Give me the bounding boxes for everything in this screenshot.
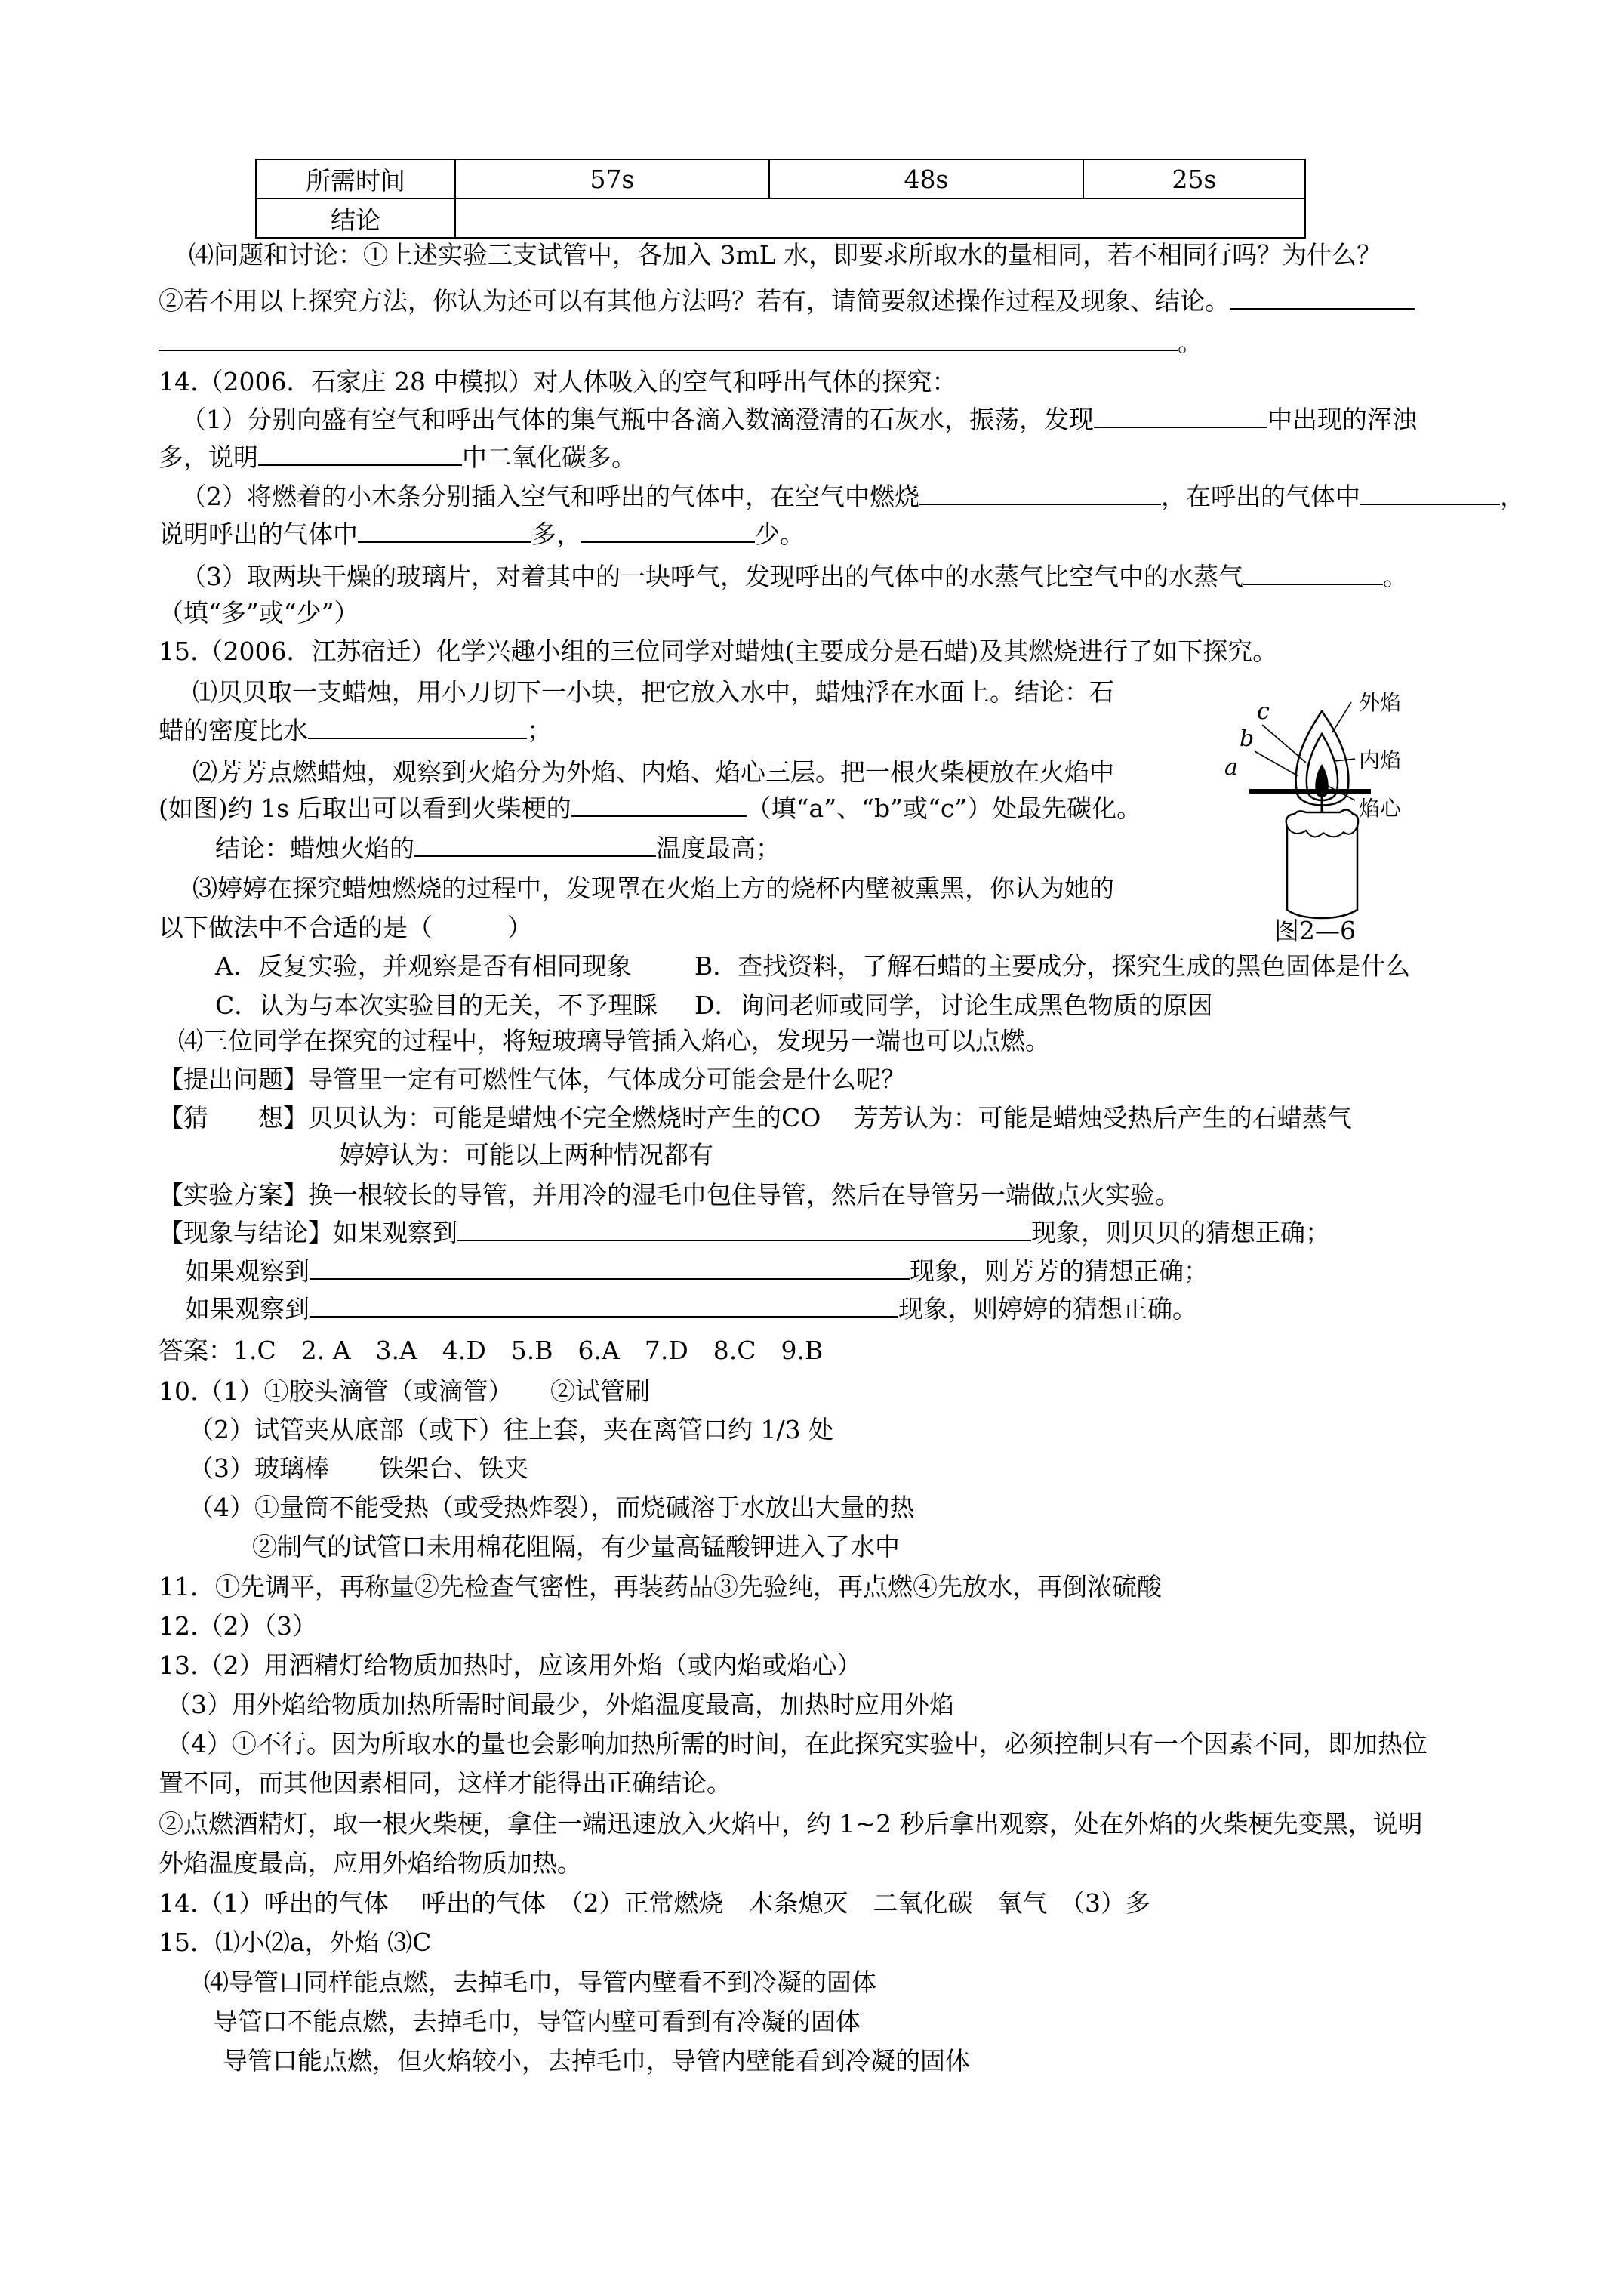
answer-blank[interactable]	[1243, 561, 1383, 585]
q14-text: 说明呼出的气体中	[159, 519, 358, 549]
q14-part3-line	[181, 560, 1408, 593]
q15-text: 现象，则贝贝的猜想正确；	[1031, 1218, 1330, 1247]
table-cell: 25s	[1083, 159, 1305, 199]
answers-line: 11．①先调平，再称量②先检查气密性，再装药品③先验纯，再点燃④先放水，再倒浓硫酸	[159, 1572, 1162, 1601]
table-row	[256, 159, 1305, 199]
answer-blank[interactable]	[310, 1256, 910, 1280]
q15-text: (如图)约 1s 后取出可以看到火柴梗的	[159, 794, 571, 823]
q15-s2-line	[159, 792, 1141, 825]
answers-line: 导管口能点燃，但火焰较小，去掉毛巾，导管内壁能看到冷凝的固体	[223, 2046, 970, 2076]
label-line-outer	[1332, 702, 1351, 732]
answers-line: 12.（2）（3）	[159, 1611, 317, 1641]
q15-s2-conclusion	[215, 832, 781, 865]
figure-label-outer: 外焰	[1359, 690, 1402, 715]
answers-line: （3）玻璃棒 铁架台、铁夹	[189, 1453, 528, 1483]
label-line-b	[1255, 751, 1298, 776]
q15-text: 如果观察到	[185, 1294, 310, 1324]
q15-s3-line: 以下做法中不合适的是（ ）	[159, 913, 532, 942]
candle-body	[1286, 809, 1358, 918]
q15-text: 【现象与结论】如果观察到	[159, 1218, 457, 1247]
answer-blank[interactable]	[358, 519, 531, 543]
answers-line: ⑷导管口同样能点燃，去掉毛巾，导管内壁看不到冷凝的固体	[204, 1968, 876, 1997]
table-row	[256, 199, 1305, 238]
answers-line: 15．⑴小⑵a，外焰 ⑶C	[159, 1928, 432, 1957]
q13-discussion-line: ⑷问题和讨论：①上述实验三支试管中，各加入 3mL 水，即要求所取水的量相同，若不相同行吗？为什么？	[189, 240, 1382, 270]
q15-text: 温度最高；	[656, 834, 781, 863]
answers-line: ②点燃酒精灯，取一根火柴梗，拿住一端迅速放入火焰中，约 1~2 秒后拿出观察，处在外焰的火柴梗先变黑，说明	[159, 1809, 1423, 1838]
figure-label-a: a	[1224, 754, 1238, 781]
q13-question-text: ②若不用以上探究方法，你认为还可以有其他方法吗？若有，请简要叙述操作过程及现象、结论。	[159, 286, 1230, 316]
q15-guess-line: 【猜 想】贝贝认为：可能是蜡烛不完全燃烧时产生的CO 芳芳认为：可能是蜡烛受热后产生的石蜡蒸气	[159, 1103, 1352, 1133]
q14-text: 多，说明	[159, 442, 258, 472]
answers-line: 置不同，而其他因素相同，这样才能得出正确结论。	[159, 1768, 731, 1798]
q15-s2-line: ⑵芳芳点燃蜡烛，观察到火焰分为外焰、内焰、焰心三层。把一根火柴梗放在火焰中	[192, 757, 1114, 787]
q14-part1-line	[181, 403, 1417, 436]
q14-text: ，在呼出的气体中	[1161, 482, 1360, 511]
answer-blank[interactable]	[457, 1217, 1031, 1241]
table-cell: 57s	[455, 159, 769, 199]
answer-blank[interactable]	[1360, 481, 1500, 505]
table-row-header: 所需时间	[256, 159, 455, 199]
answers-line: ②制气的试管口未用棉花阻隔，有少量高锰酸钾进入了水中	[252, 1532, 900, 1561]
answers-line: 10.（1）①胶头滴管（或滴管） ②试管刷	[159, 1376, 650, 1406]
answers-line: （3）用外焰给物质加热所需时间最少，外焰温度最高，加热时应用外焰	[166, 1690, 954, 1719]
q14-text: （1）分别向盛有空气和呼出气体的集气瓶中各滴入数滴澄清的石灰水，振荡，发现	[181, 405, 1094, 434]
q14-text: 少。	[755, 519, 805, 549]
q15-option-c: C．认为与本次实验目的无关，不予理睬	[215, 991, 658, 1020]
q15-text: 蜡的密度比水	[159, 716, 308, 745]
timing-table	[255, 159, 1306, 239]
answers-line: （4）①不行。因为所取水的量也会影响加热所需的时间，在此探究实验中，必须控制只有一个因素不同，即加热位	[166, 1729, 1427, 1758]
answer-blank[interactable]	[581, 519, 755, 543]
q14-text: ，	[1500, 482, 1525, 511]
q15-text: 如果观察到	[185, 1256, 310, 1286]
q13-answer-line	[159, 326, 1203, 359]
q15-text: 结论：蜡烛火焰的	[215, 834, 414, 863]
q15-s4-line: ⑷三位同学在探究的过程中，将短玻璃导管插入焰心，发现另一端也可以点燃。	[178, 1026, 1050, 1056]
figure-label-c: c	[1257, 698, 1270, 725]
q15-s3-line: ⑶婷婷在探究蜡烛燃烧的过程中，发现罩在火焰上方的烧杯内壁被熏黑，你认为她的	[192, 874, 1114, 903]
q15-option-b: B．查找资料，了解石蜡的主要成分，探究生成的黑色固体是什么	[694, 951, 1411, 981]
q14-part2-line	[159, 518, 805, 551]
q14-title: 14.（2006．石家庄 28 中模拟）对人体吸入的空气和呼出气体的探究：	[159, 367, 957, 396]
figure-label-b: b	[1240, 726, 1255, 752]
answer-blank[interactable]	[258, 442, 462, 466]
answer-blank[interactable]	[1230, 285, 1415, 310]
table-cell	[455, 199, 1305, 238]
q14-part1-line	[159, 441, 636, 474]
q14-part3-note: （填“多”或“少”）	[159, 598, 359, 627]
answer-blank[interactable]	[308, 715, 527, 739]
answer-blank[interactable]	[1094, 404, 1267, 428]
q13-period: 。	[1178, 328, 1203, 357]
answers-line: （4）①量筒不能受热（或受热炸裂），而烧碱溶于水放出大量的热	[189, 1493, 915, 1522]
q14-text: 多，	[531, 519, 581, 549]
figure-label-inner: 内焰	[1359, 747, 1402, 772]
figure-caption: 图2—6	[1274, 916, 1356, 945]
answers-line: 答案：1.C 2. A 3.A 4.D 5.B 6.A 7.D 8.C 9.B	[159, 1336, 824, 1365]
answers-line: 导管口不能点燃，去掉毛巾，导管内壁可看到有冷凝的固体	[213, 2007, 861, 2036]
q15-plan-line: 【实验方案】换一根较长的导管，并用冷的湿毛巾包住导管，然后在导管另一端做点火实验。	[159, 1180, 1180, 1210]
q15-title: 15.（2006．江苏宿迁）化学兴趣小组的三位同学对蜡烛(主要成分是石蜡)及其燃烧进行了如下探究。	[159, 636, 1278, 666]
q15-result-line	[185, 1293, 1197, 1326]
q15-text: 现象，则婷婷的猜想正确。	[898, 1294, 1197, 1324]
q15-guess-line: 婷婷认为：可能以上两种情况都有	[340, 1140, 713, 1170]
q15-text: 现象，则芳芳的猜想正确；	[910, 1256, 1209, 1286]
q15-text: ；	[527, 716, 552, 745]
q14-text: （2）将燃着的小木条分别插入空气和呼出的气体中，在空气中燃烧	[181, 482, 919, 511]
q15-option-d: D．询问老师或同学，讨论生成黑色物质的原因	[694, 991, 1213, 1020]
candle-flame-figure	[1223, 680, 1464, 929]
table-cell: 48s	[769, 159, 1083, 199]
answer-blank[interactable]	[919, 481, 1161, 505]
answers-line: 14.（1）呼出的气体 呼出的气体 （2）正常燃烧 木条熄灭 二氧化碳 氧气 （3）多	[159, 1888, 1150, 1918]
q14-text: （3）取两块干燥的玻璃片，对着其中的一块呼气，发现呼出的气体中的水蒸气比空气中的水蒸气	[181, 562, 1243, 591]
q14-part2-line	[181, 480, 1525, 513]
q15-result-line	[159, 1216, 1330, 1250]
q15-s1-line: ⑴贝贝取一支蜡烛，用小刀切下一小块，把它放入水中，蜡烛浮在水面上。结论：石	[192, 677, 1114, 707]
answers-line: （2）试管夹从底部（或下）往上套，夹在离管口约 1/3 处	[189, 1415, 834, 1444]
q14-text: 中出现的浑浊	[1267, 405, 1417, 434]
answer-blank[interactable]	[159, 327, 1178, 351]
answers-line: 13.（2）用酒精灯给物质加热时，应该用外焰（或内焰或焰心）	[159, 1650, 862, 1680]
table-row-header: 结论	[256, 199, 455, 238]
q15-text: （填“a”、“b”或“c”）处最先碳化。	[746, 794, 1142, 823]
q15-s1-line	[159, 714, 552, 747]
q14-text: 。	[1383, 562, 1408, 591]
q14-text: 中二氧化碳多。	[462, 442, 636, 472]
q15-ask-line: 【提出问题】导管里一定有可燃性气体，气体成分可能会是什么呢？	[159, 1065, 906, 1094]
figure-label-core: 焰心	[1359, 796, 1402, 821]
q15-result-line	[185, 1255, 1209, 1288]
answers-line: 外焰温度最高，应用外焰给物质加热。	[159, 1848, 582, 1878]
label-line-c	[1262, 725, 1306, 763]
answer-blank[interactable]	[414, 833, 656, 857]
q13-discussion-line	[159, 285, 1415, 318]
q15-option-a: A．反复实验，并观察是否有相同现象	[215, 951, 632, 981]
answer-blank[interactable]	[571, 793, 747, 817]
answer-blank[interactable]	[310, 1293, 898, 1318]
